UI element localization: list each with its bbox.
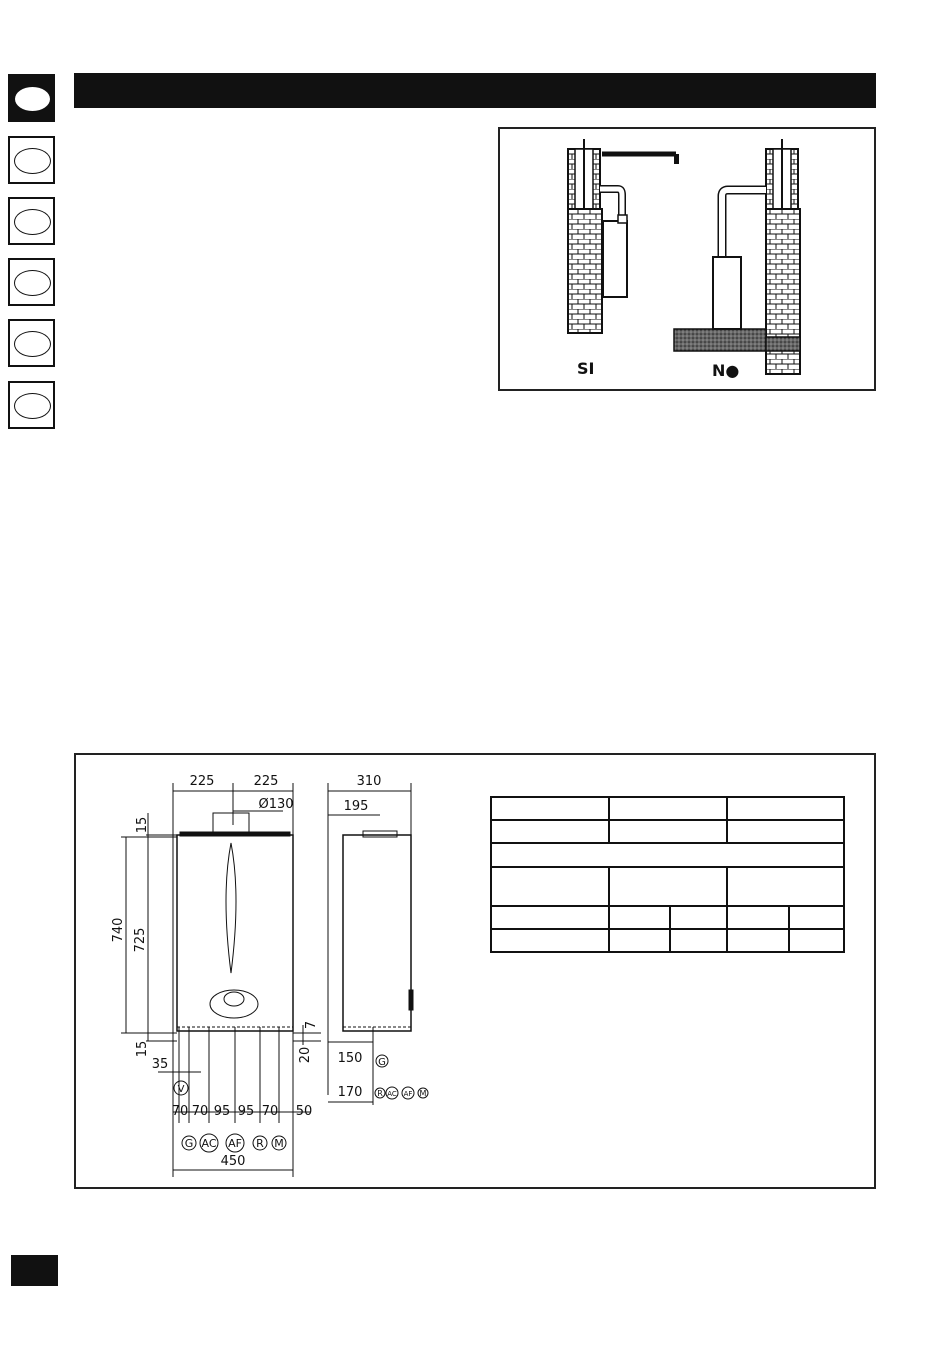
dim-spacing-6: 50: [295, 1104, 313, 1119]
connection-label-af: AF: [228, 1137, 242, 1150]
side-water-label-af: AF: [403, 1090, 413, 1098]
side-water-label-m: M: [419, 1089, 427, 1098]
dim-bottom-offset: 15: [135, 1040, 150, 1058]
dim-body-height: 725: [133, 927, 148, 953]
language-oval-icon: [14, 270, 51, 296]
dim-side-flue-offset: 195: [343, 799, 369, 814]
dim-top-right: 225: [253, 774, 279, 789]
dim-valve-offset: 35: [151, 1057, 169, 1072]
dim-side-water-offset: 170: [337, 1085, 363, 1100]
language-oval-icon: [14, 393, 51, 419]
connection-label-ac: AC: [201, 1137, 217, 1150]
side-water-label-r: R: [377, 1089, 383, 1098]
installation-figure: [498, 127, 876, 391]
language-tab-1[interactable]: [8, 74, 55, 122]
dim-total-height: 740: [111, 917, 126, 943]
language-tab-3[interactable]: [8, 197, 55, 245]
language-tab-2[interactable]: [8, 136, 55, 184]
language-tab-5[interactable]: [8, 319, 55, 367]
dim-spacing-1: 70: [171, 1104, 189, 1119]
connection-label-m: M: [274, 1137, 284, 1150]
page-number-tab: [11, 1255, 58, 1286]
language-oval-icon: [14, 86, 51, 112]
connection-label-r: R: [256, 1137, 264, 1150]
side-water-label-ac: AC: [387, 1090, 397, 1098]
valve-label: V: [177, 1084, 185, 1095]
language-oval-icon: [14, 148, 51, 174]
installation-illustration: [500, 129, 874, 389]
dimensions-figure: [74, 753, 876, 1189]
dim-spacing-4: 95: [237, 1104, 255, 1119]
connection-label-g: G: [184, 1137, 194, 1150]
install-yes-label: SI: [577, 359, 595, 378]
dim-lower-offset: 7: [304, 1020, 319, 1030]
language-tab-6[interactable]: [8, 381, 55, 429]
dim-top-left: 225: [189, 774, 215, 789]
language-oval-icon: [14, 209, 51, 235]
dim-flue-diameter: Ø130: [258, 797, 294, 812]
boiler-no: [713, 190, 766, 329]
dim-side-depth: 310: [356, 774, 382, 789]
install-no-label: N●: [712, 361, 740, 380]
dim-spacing-3: 95: [213, 1104, 231, 1119]
section-header-bar: [74, 73, 876, 108]
dim-side-gas-offset: 150: [337, 1051, 363, 1066]
boiler-yes: [600, 189, 627, 297]
side-gas-label: G: [378, 1057, 386, 1068]
language-oval-icon: [14, 331, 51, 357]
dim-spacing-2: 70: [191, 1104, 209, 1119]
dimension-drawing: [76, 755, 874, 1187]
dim-connection-depth: 20: [298, 1046, 313, 1064]
spec-table: [491, 797, 844, 952]
dim-top-offset: 15: [135, 816, 150, 834]
dim-total-width: 450: [220, 1154, 246, 1169]
dim-spacing-5: 70: [261, 1104, 279, 1119]
language-tab-4[interactable]: [8, 258, 55, 306]
